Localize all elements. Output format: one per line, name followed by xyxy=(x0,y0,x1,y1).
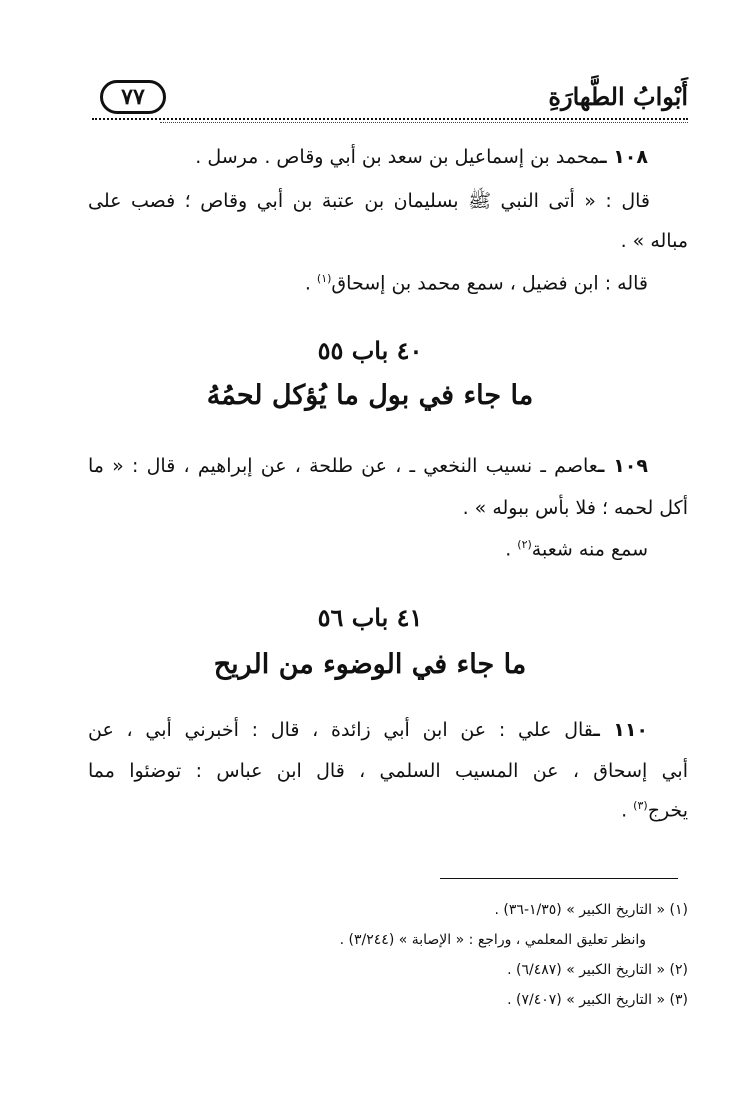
hadith-110-text-3: يخرج xyxy=(647,799,688,822)
footnote-ref-2: (٢) xyxy=(517,538,532,551)
hadith-110-line-1 xyxy=(88,719,648,741)
page-number: ٧٧ xyxy=(100,80,166,114)
header-divider xyxy=(92,118,688,120)
footnote-ref-3: (٣) xyxy=(633,799,648,812)
hadith-108-number: ١٠٨ ـ xyxy=(600,146,648,168)
hadith-109-number: ١٠٩ ـ xyxy=(597,455,648,477)
hadith-110-text-1: قال علي : عن ابن أبي زائدة ، قال : أخبرني أبي ، عن xyxy=(88,719,594,741)
hadith-109-line-1 xyxy=(88,455,648,477)
hadith-110-text-3-end: . xyxy=(621,799,634,822)
hadith-110-line-2: أبي إسحاق ، عن المسيب السلمي ، قال ابن عباس : توضئوا مما xyxy=(88,760,688,782)
chapter-55-title: ما جاء في بول ما يُؤكل لحمُهُ xyxy=(206,380,534,411)
hadith-108-text-4: قاله : ابن فضيل ، سمع محمد بن إسحاق xyxy=(331,272,648,295)
hadith-109-line-2: أكل لحمه ؛ فلا بأس ببوله » . xyxy=(462,497,688,519)
header-divider-secondary xyxy=(160,122,688,123)
hadith-108-text-1: محمد بن إسماعيل بن سعد بن أبي وقاص . مرسل . xyxy=(195,146,601,168)
hadith-110-line-3 xyxy=(621,799,688,821)
hadith-109-text-3-end: . xyxy=(505,538,518,561)
chapter-55-number: ٤٠ باب ٥٥ xyxy=(317,336,423,365)
footnote-2: (٢) « التاريخ الكبير » (٦/٤٨٧) . xyxy=(507,962,688,978)
hadith-110-number: ١١٠ ـ xyxy=(593,719,649,741)
hadith-109-text-3: سمع منه شعبة xyxy=(531,538,648,561)
chapter-56-title: ما جاء في الوضوء من الريح xyxy=(213,649,527,680)
hadith-108-line-2: قال : « أتى النبي ﷺ بسليمان بن عتبة بن أبي وقاص ؛ فصب على xyxy=(88,190,650,212)
footnote-3: (٣) « التاريخ الكبير » (٧/٤٠٧) . xyxy=(507,992,688,1008)
footnote-divider xyxy=(440,878,678,879)
running-title: أَبْوابُ الطَّهارَةِ xyxy=(548,82,688,111)
hadith-109-line-3 xyxy=(505,538,648,560)
chapter-56-number: ٤١ باب ٥٦ xyxy=(317,603,423,632)
hadith-109-text-1: عاصم ـ نسيب النخعي ـ ، عن طلحة ، عن إبراهيم ، قال : « ما xyxy=(88,455,598,477)
page-header xyxy=(92,80,688,120)
hadith-108-line-3: مباله » . xyxy=(620,230,688,252)
footnote-1: (١) « التاريخ الكبير » (١/٣٥-٣٦) . xyxy=(494,902,688,918)
hadith-108-line-1 xyxy=(195,146,648,168)
hadith-108-line-4 xyxy=(305,272,648,294)
footnote-1-continuation: وانظر تعليق المعلمي ، وراجع : « الإصابة » (٣/٢٤٤) . xyxy=(339,932,646,948)
hadith-108-text-4-end: . xyxy=(304,272,317,295)
footnote-ref-1: (١) xyxy=(316,272,332,285)
